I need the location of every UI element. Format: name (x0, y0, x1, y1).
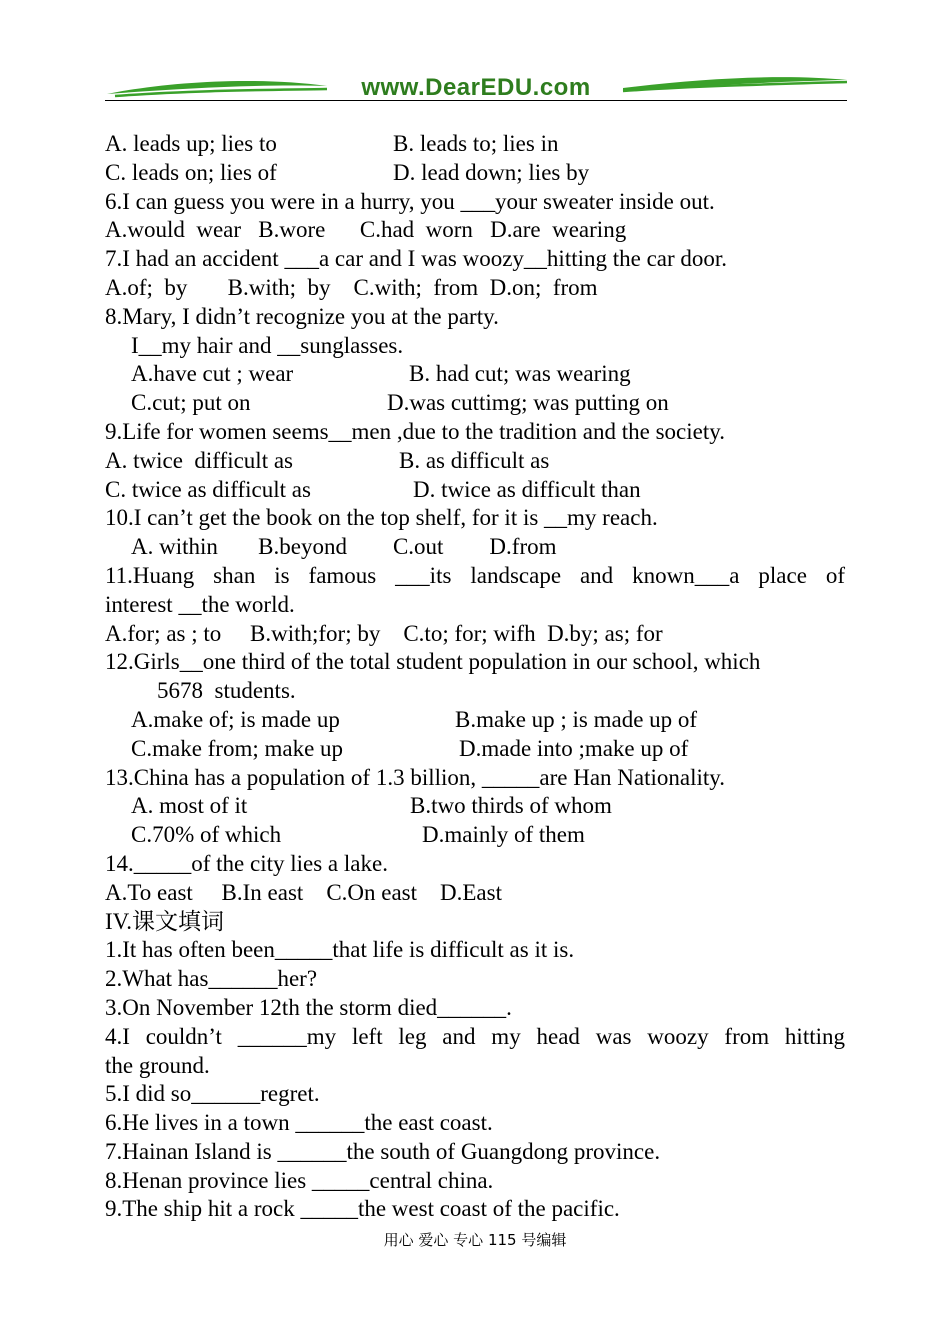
option-line (105, 159, 845, 188)
option-a: C.make from; make up (131, 735, 344, 761)
header-rule (105, 100, 847, 101)
option-a: A.have cut ; wear (131, 361, 294, 387)
question-line: 8.Mary, I didn’t recognize you at the party. (105, 303, 499, 329)
fill-blank-line: 1.It has often been_____that life is difficult as it is. (105, 937, 575, 963)
fill-blank-line: 3.On November 12th the storm died______. (105, 994, 512, 1020)
option-b: B. had cut; was wearing (409, 361, 631, 387)
section-heading: IV.课文填词 (105, 908, 225, 934)
option-b: D.mainly of them (422, 822, 585, 848)
question-line: 5678 students. (157, 678, 296, 704)
question-line: interest __the world. (105, 591, 295, 617)
option-b: D. twice as difficult than (413, 476, 641, 502)
option-a: A. leads up; lies to (105, 131, 277, 156)
option-a: A. twice difficult as (105, 447, 293, 473)
option-a: C. twice as difficult as (105, 476, 311, 502)
option-a: C.70% of which (131, 822, 282, 848)
fill-blank-line: 5.I did so______regret. (105, 1081, 320, 1107)
option-b: B.two thirds of whom (410, 793, 612, 819)
option-b: B. as difficult as (399, 447, 550, 473)
question-line: 9.Life for women seems__men ,due to the tradition and the society. (105, 418, 725, 444)
fill-blank-line: 2.What has______her? (105, 966, 318, 992)
option-b: B. leads to; lies in (393, 131, 559, 156)
option-b: D.made into ;make up of (459, 735, 689, 761)
option-a: C.cut; put on (131, 390, 251, 416)
option-line (105, 389, 845, 418)
fill-blank-line: 6.He lives in a town ______the east coast. (105, 1110, 493, 1136)
question-line: 7.I had an accident ___a car and I was woozy__hitting the car door. (105, 246, 728, 272)
question-line: 12.Girls__one third of the total student population in our school, which (105, 649, 761, 675)
option-b: D.was cuttimg; was putting on (387, 390, 669, 416)
worksheet-content (105, 130, 845, 1224)
option-line (105, 706, 845, 735)
question-line: 13.China has a population of 1.3 billion, _____are Han Nationality. (105, 764, 726, 790)
page-footer: 用心 爱心 专心 115 号编辑 (383, 1231, 567, 1249)
option-b: D. lead down; lies by (393, 159, 590, 185)
option-line (105, 360, 845, 389)
fill-blank-line: 7.Hainan Island is ______the south of Guangdong province. (105, 1138, 661, 1164)
fill-blank-line: 8.Henan province lies _____central china. (105, 1167, 494, 1193)
option-line (105, 821, 845, 850)
question-line: 14._____of the city lies a lake. (105, 850, 388, 876)
question-line: I__my hair and __sunglasses. (131, 332, 404, 358)
site-logo-text: www.DearEDU.com (361, 74, 591, 101)
option-line: A.would wear B.wore C.had worn D.are wearing (105, 217, 627, 243)
fill-blank-line: 9.The ship hit a rock _____the west coast of the pacific. (105, 1196, 620, 1222)
option-a: C. leads on; lies of (105, 159, 277, 185)
option-line (105, 735, 845, 764)
question-line: 11.Huang shan is famous ___its landscape and known___a place of (105, 562, 845, 588)
option-line: A. within B.beyond C.out D.from (131, 534, 557, 560)
option-line (105, 792, 845, 821)
option-line (105, 476, 845, 505)
option-line (105, 447, 845, 476)
option-line (105, 130, 845, 159)
question-line: 10.I can’t get the book on the top shelf, for it is __my reach. (105, 505, 658, 531)
option-a: A.make of; is made up (131, 706, 340, 732)
option-line: A.To east B.In east C.On east D.East (105, 879, 502, 905)
fill-blank-line: 4.I couldn’t ______my left leg and my head was woozy from hitting (105, 1023, 845, 1049)
question-line: 6.I can guess you were in a hurry, you ___your sweater inside out. (105, 188, 715, 214)
option-b: B.make up ; is made up of (455, 706, 698, 732)
option-line: A.of; by B.with; by C.with; from D.on; from (105, 274, 598, 300)
option-line: A.for; as ; to B.with;for; by C.to; for; wifh D.by; as; for (105, 620, 663, 646)
option-a: A. most of it (131, 793, 248, 819)
fill-blank-line: the ground. (105, 1052, 210, 1078)
